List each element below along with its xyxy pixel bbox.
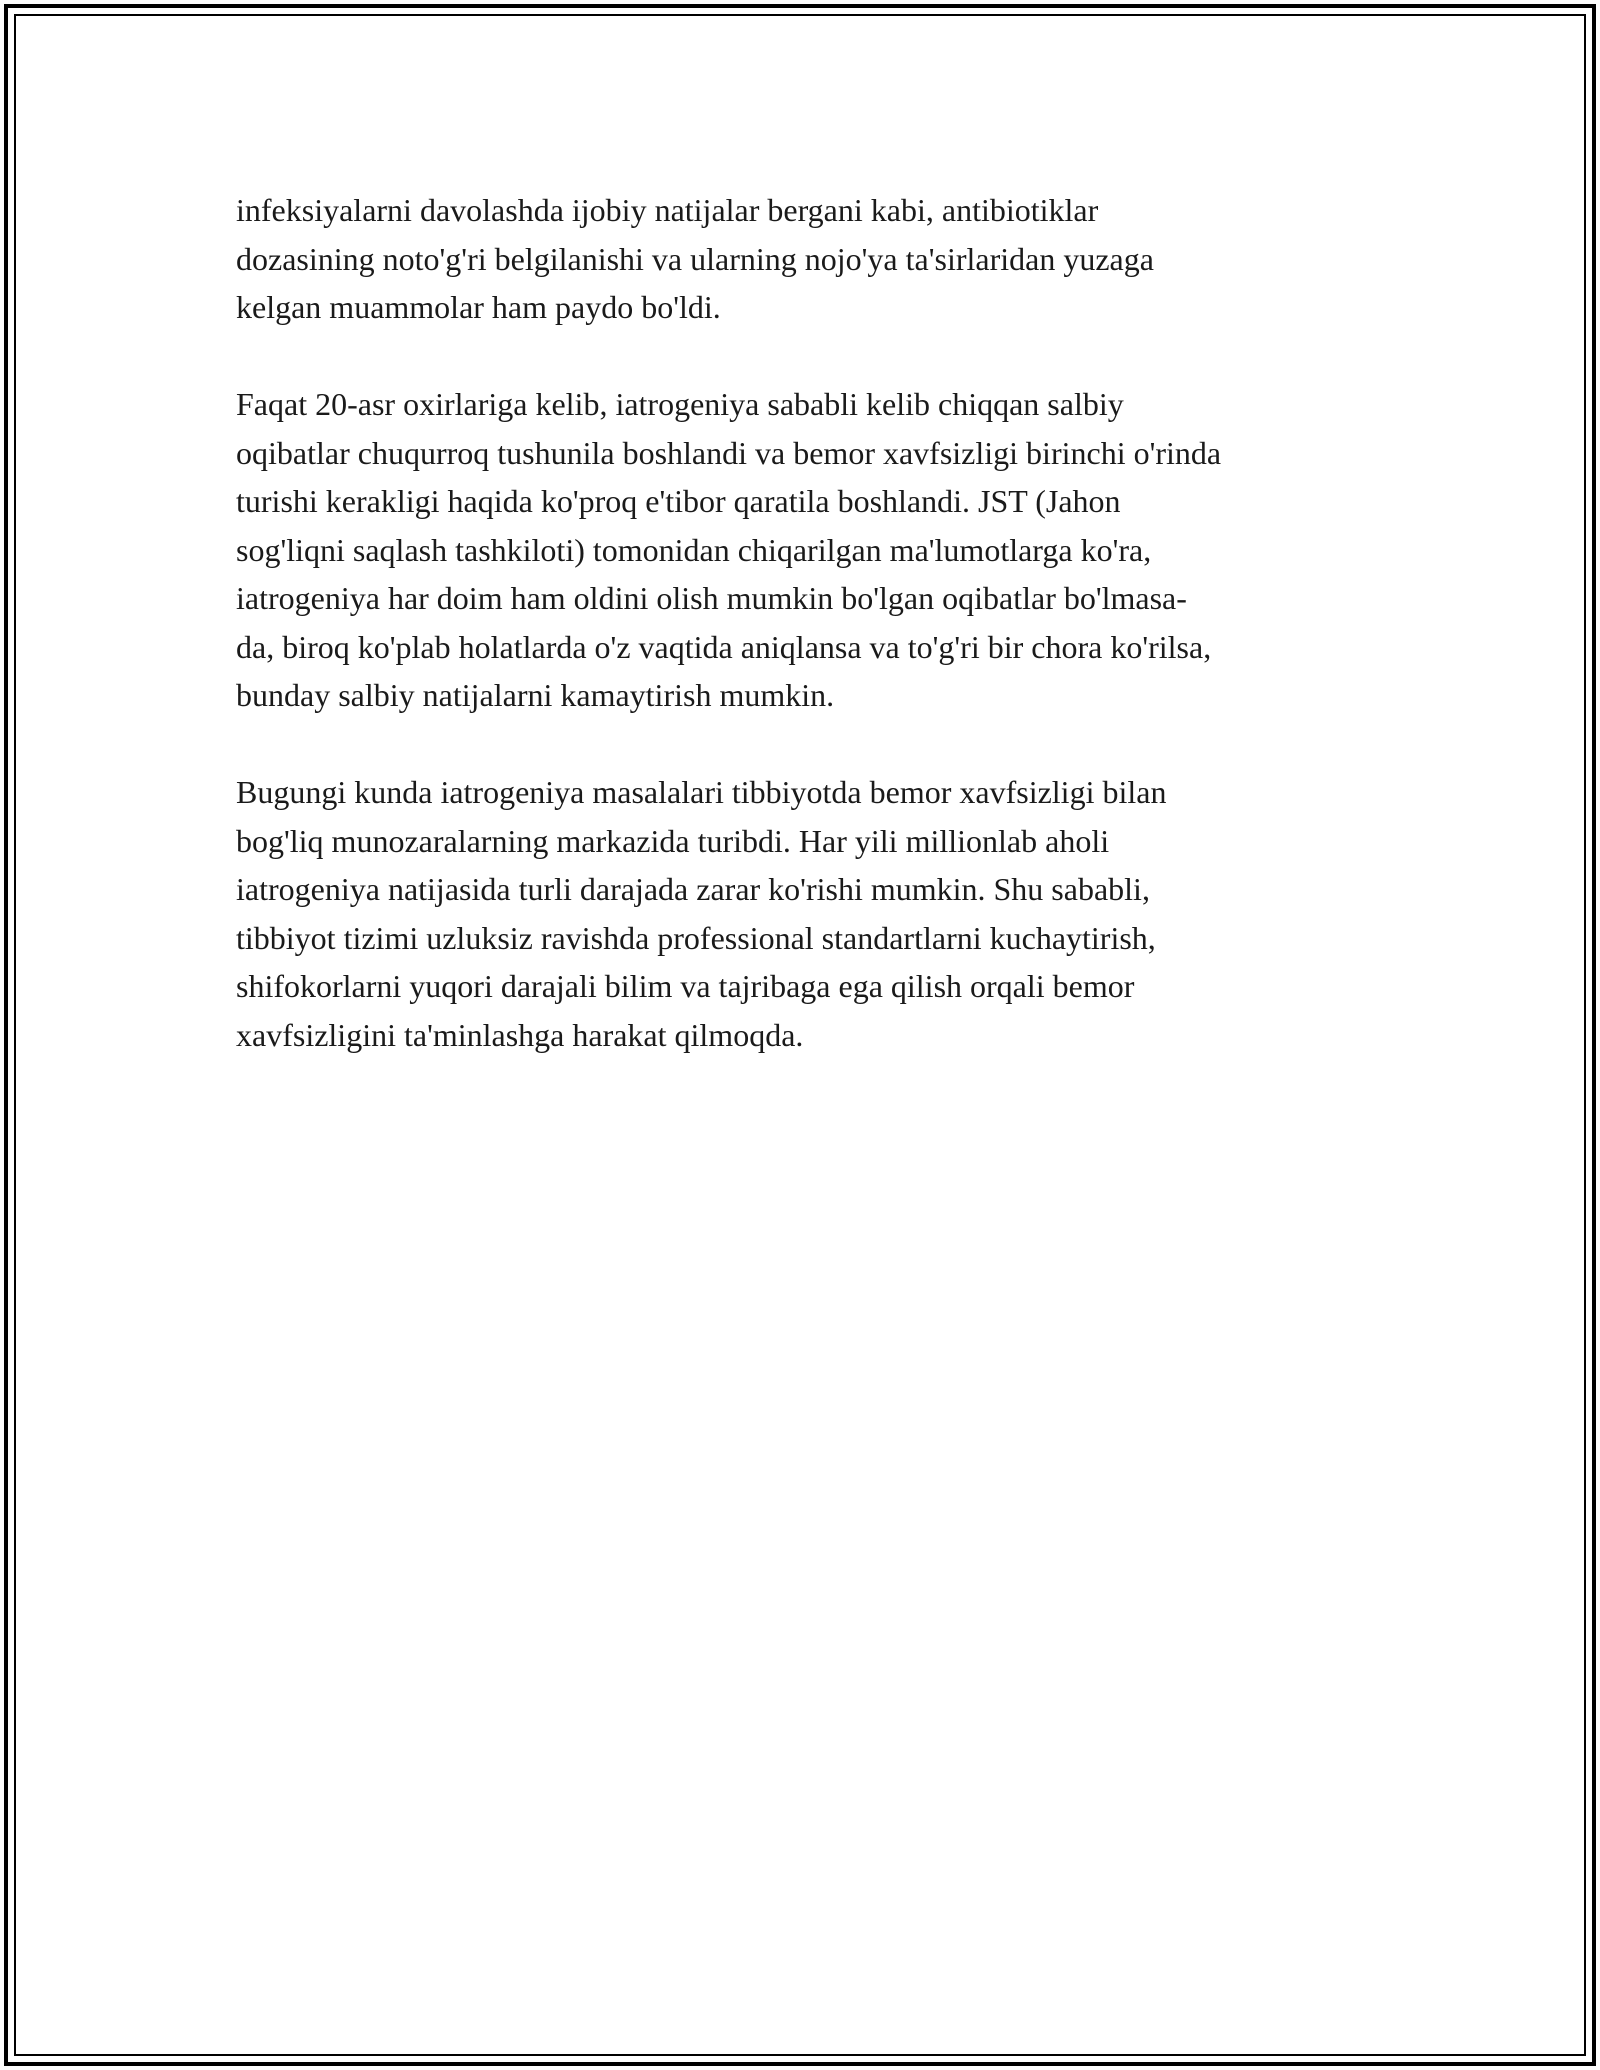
paragraph-line: dozasining noto'g'ri belgilanishi va ularning nojo'ya ta'sirlaridan yuzaga — [236, 240, 1154, 277]
paragraph-line: da, biroq ko'plab holatlarda o'z vaqtida aniqlansa va to'g'ri bir chora ko'rilsa, — [236, 628, 1212, 665]
paragraph-line: oqibatlar chuqurroq tushunila boshlandi va bemor xavfsizligi birinchi o'rinda — [236, 434, 1222, 471]
paragraph-line: turishi kerakligi haqida ko'proq e'tibor qaratila boshlandi. JST (Jahon — [236, 483, 1121, 519]
paragraph-3 — [236, 768, 1386, 1059]
paragraph-line: infeksiyalarni davolashda ijobiy natijalar bergani kabi, antibiotiklar — [236, 192, 1099, 228]
paragraph-line: bunday salbiy natijalarni kamaytirish mumkin. — [236, 677, 835, 713]
paragraph-1 — [236, 186, 1386, 332]
paragraph-line: iatrogeniya har doim ham oldini olish mumkin bo'lgan oqibatlar bo'lmasa- — [236, 580, 1187, 616]
paragraph-line: iatrogeniya natijasida turli darajada zarar ko'rishi mumkin. Shu sababli, — [236, 871, 1150, 907]
paragraph-line: xavfsizligini ta'minlashga harakat qilmoqda. — [236, 1016, 804, 1053]
paragraph-line: shifokorlarni yuqori darajali bilim va tajribaga ega qilish orqali bemor — [236, 968, 1135, 1004]
paragraph-line: kelgan muammolar ham paydo bo'ldi. — [236, 289, 721, 325]
paragraph-line: bog'liq munozaralarning markazida turibdi. Har yili millionlab aholi — [236, 822, 1110, 859]
paragraph-line: Faqat 20-asr oxirlariga kelib, iatrogeniya sababli kelib chiqqan salbiy — [236, 386, 1124, 422]
paragraph-line: sog'liqni saqlash tashkiloti) tomonidan chiqarilgan ma'lumotlarga ko'ra, — [236, 531, 1152, 568]
document-body — [236, 186, 1386, 1108]
paragraph-2 — [236, 380, 1386, 720]
paragraph-line: Bugungi kunda iatrogeniya masalalari tibbiyotda bemor xavfsizligi bilan — [236, 774, 1167, 810]
paragraph-line: tibbiyot tizimi uzluksiz ravishda professional standartlarni kuchaytirish, — [236, 919, 1156, 956]
